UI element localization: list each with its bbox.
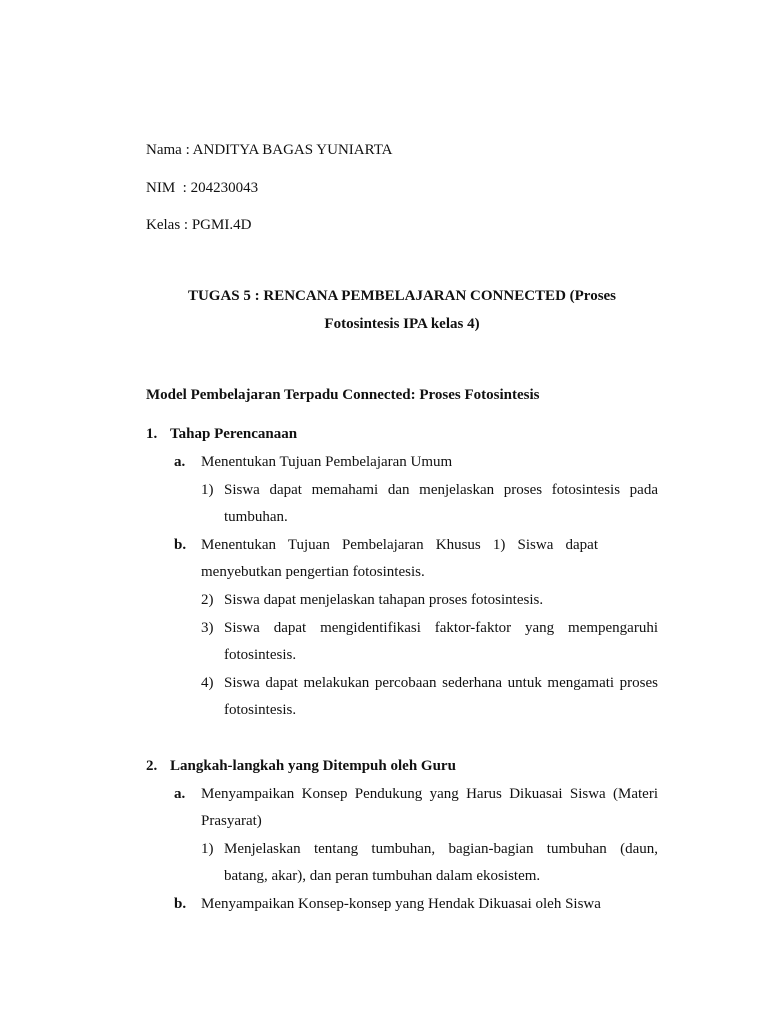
student-class: Kelas : PGMI.4D — [146, 217, 252, 233]
section-1-a-item-1-line-2: tumbuhan. — [224, 509, 288, 525]
section-1-heading: Tahap Perencanaan — [170, 426, 298, 442]
section-2-heading: Langkah-langkah yang Ditempuh oleh Guru — [170, 758, 456, 774]
section-1-b-marker: b. — [174, 537, 187, 553]
section-2-a-item-1-line-1: Menjelaskan tentang tumbuhan, bagian-bagian tumbuhan (daun, — [224, 841, 658, 857]
section-2-a-marker: a. — [174, 786, 186, 802]
section-1-a-item-1-line-1: Siswa dapat memahami dan menjelaskan proses fotosintesis pada — [224, 482, 658, 498]
section-1-a-marker: a. — [174, 454, 186, 470]
section-1-b-line-1: Menentukan Tujuan Pembelajaran Khusus 1) Siswa dapat — [201, 537, 598, 553]
section-1-b-item-3-line-2: fotosintesis. — [224, 647, 297, 663]
section-2-b-text: Menyampaikan Konsep-konsep yang Hendak Dikuasai oleh Siswa — [201, 896, 601, 912]
section-1-b-item-3-marker: 3) — [201, 620, 214, 636]
model-heading: Model Pembelajaran Terpadu Connected: Proses Fotosintesis — [146, 387, 540, 403]
section-2-a-item-1-marker: 1) — [201, 841, 214, 857]
section-2-number: 2. — [146, 758, 158, 774]
section-1-number: 1. — [146, 426, 158, 442]
section-1-b-item-4-line-2: fotosintesis. — [224, 702, 297, 718]
student-name: Nama : ANDITYA BAGAS YUNIARTA — [146, 142, 393, 158]
section-1-a-text: Menentukan Tujuan Pembelajaran Umum — [201, 454, 453, 470]
section-2-b-marker: b. — [174, 896, 187, 912]
section-1-b-line-2: menyebutkan pengertian fotosintesis. — [201, 564, 425, 580]
section-2-a-item-1-line-2: batang, akar), dan peran tumbuhan dalam ekosistem. — [224, 868, 541, 884]
section-1-b-item-4-line-1: Siswa dapat melakukan percobaan sederhana untuk mengamati proses — [224, 675, 658, 691]
section-2-a-line-2: Prasyarat) — [201, 813, 262, 829]
section-1-b-item-2-marker: 2) — [201, 592, 214, 608]
document-title-line-2: Fotosintesis IPA kelas 4) — [324, 316, 480, 332]
document-title-line-1: TUGAS 5 : RENCANA PEMBELAJARAN CONNECTED (Proses — [187, 288, 617, 304]
section-1-b-item-2-line-1: Siswa dapat menjelaskan tahapan proses fotosintesis. — [224, 592, 544, 608]
section-2-a-line-1: Menyampaikan Konsep Pendukung yang Harus Dikuasai Siswa (Materi — [201, 786, 658, 802]
section-1-a-item-1-marker: 1) — [201, 482, 214, 498]
section-1-b-item-3-line-1: Siswa dapat mengidentifikasi faktor-faktor yang mempengaruhi — [224, 620, 658, 636]
section-1-b-item-4-marker: 4) — [201, 675, 214, 691]
student-nim: NIM : 204230043 — [146, 180, 259, 196]
